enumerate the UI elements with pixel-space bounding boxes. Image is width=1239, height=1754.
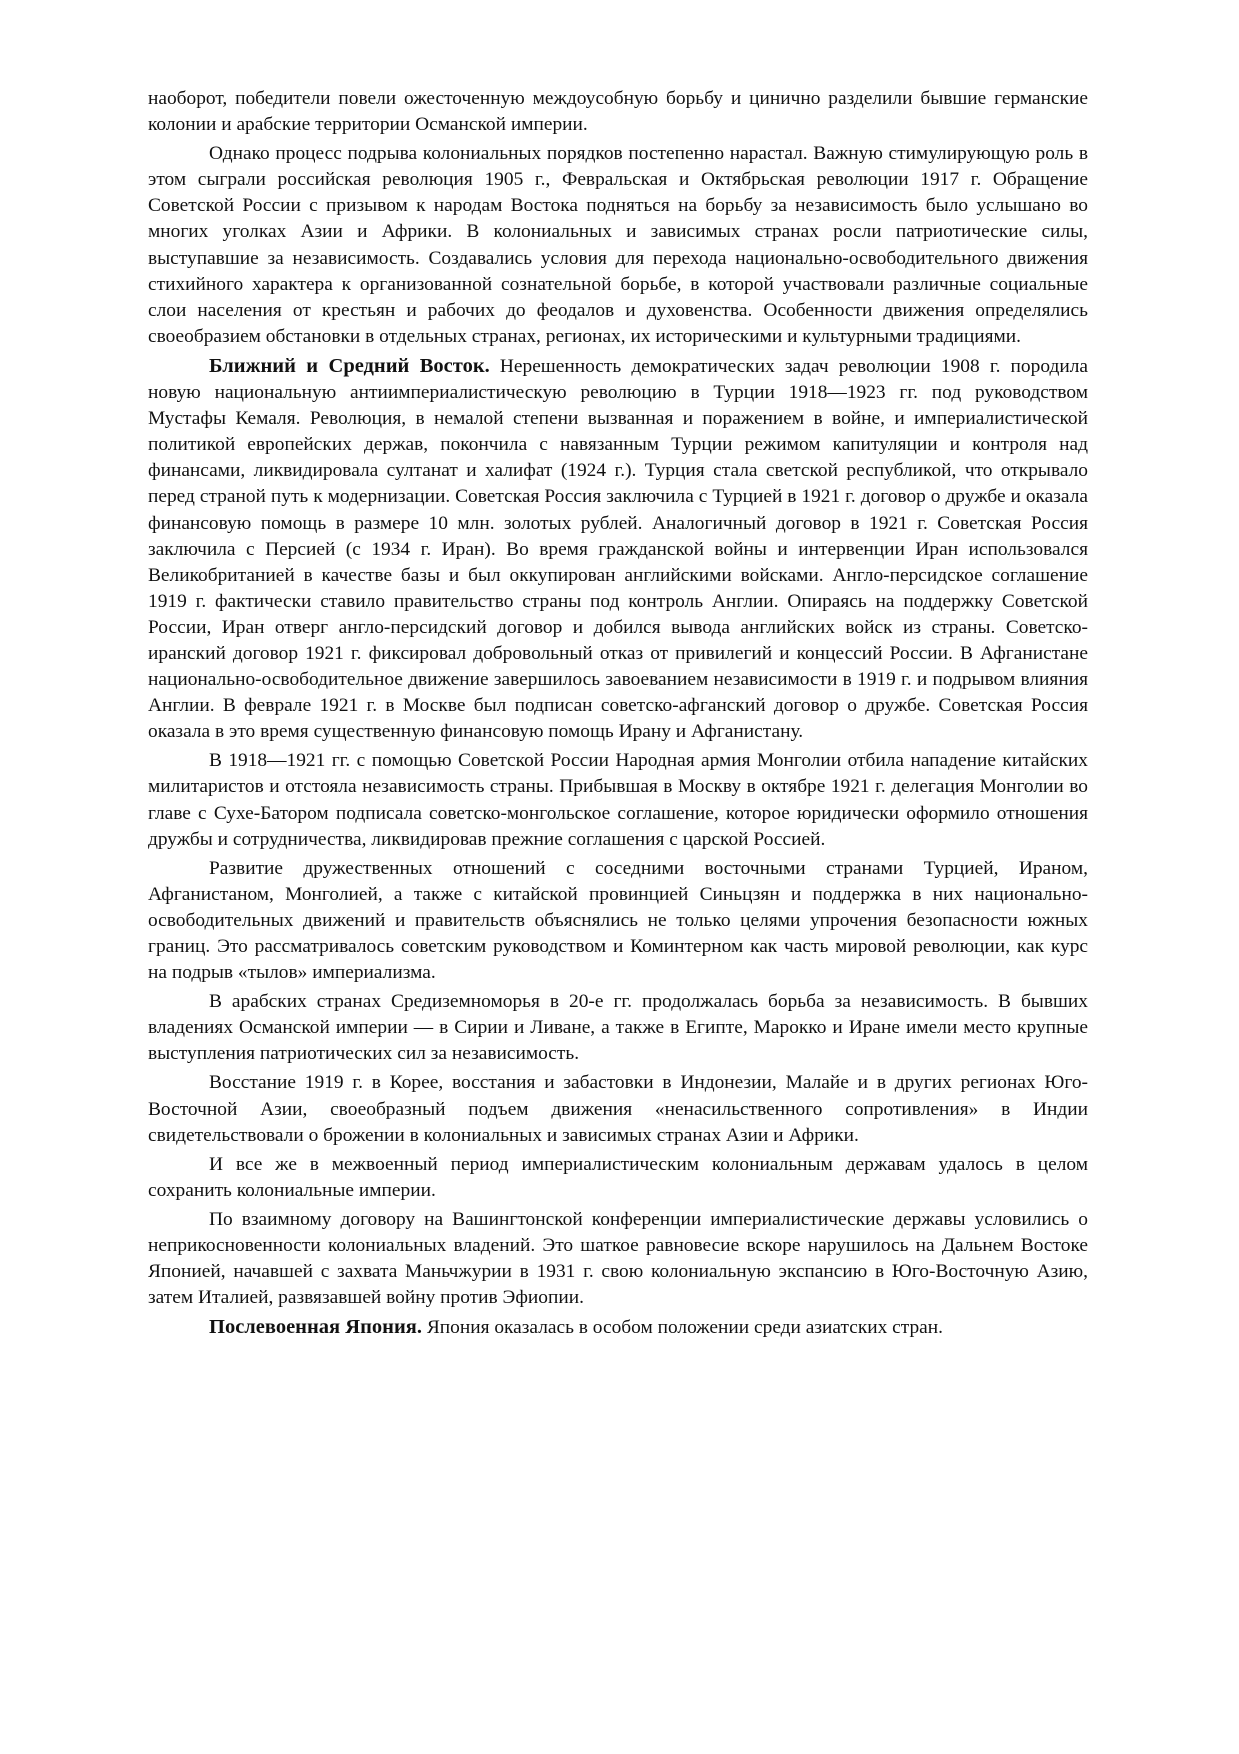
paragraph-8 <box>148 1152 1088 1204</box>
document-page <box>148 86 1088 1344</box>
paragraph-10 <box>148 1314 1088 1341</box>
paragraph-2 <box>148 141 1088 350</box>
paragraph-7-text: Восстание 1919 г. в Корее, восстания и забастовки в Индонезии, Малайе и в других регионах Юго-Восточной Азии, своеобразный подъем движения «ненасильственного сопротивления» в Индии свидетельствовали о брожении в колониальных и зависимых странах Азии и Африки. <box>148 1072 1088 1146</box>
paragraph-4 <box>148 748 1088 852</box>
paragraph-1 <box>148 86 1088 138</box>
paragraph-6 <box>148 989 1088 1067</box>
section-heading-postwar-japan: Послевоенная Япония. <box>209 1316 422 1339</box>
paragraph-10-text: Япония оказалась в особом положении среди азиатских стран. <box>421 1317 944 1339</box>
paragraph-9-text: По взаимному договору на Вашингтонской конференции империалистические державы условились о неприкосновенности колониальных владений. Это шаткое равновесие вскоре нарушилось на Дальнем Востоке Японией, начавшей с захвата Маньчжурии в 1931 г. свою колониальную экспансию в Юго-Восточную Азию, затем Италией, развязавшей войну против Эфиопии. <box>148 1208 1088 1309</box>
paragraph-9 <box>148 1207 1088 1311</box>
paragraph-5-text: Развитие дружественных отношений с соседними восточными странами Турцией, Ираном, Афганистаном, Монголией, а также с китайской провинцией Синьцзян и поддержка в них национально-освободительных движений и правительств объяснялись не только целями упрочения безопасности южных границ. Это рассматривалось советским руководством и Коминтерном как часть мировой революции, как курс на подрыв «тылов» империализма. <box>148 857 1088 984</box>
section-heading-middle-east: Ближний и Средний Восток. <box>209 354 490 377</box>
paragraph-7 <box>148 1070 1088 1148</box>
paragraph-5 <box>148 856 1088 986</box>
paragraph-3 <box>148 353 1088 745</box>
paragraph-3-text: Нерешенность демократических задач революции 1908 г. породила новую национальную антиимпериалистическую революцию в Турции 1918—1923 гг. под руководством Мустафы Кемаля. Революция, в немалой степени вызванная и поражением в войне, и империалистической политикой европейских держав, покончила с навязанным Турции режимом капитуляции и контроля над финансами, ликвидировала султанат и халифат (1924 г.). Турция стала светской республикой, что открывало перед страной путь к модернизации. Советская Россия заключила с Турцией в 1921 г. договор о дружбе и оказала финансовую помощь в размере 10 млн. золотых рублей. Аналогичный договор в 1921 г. Советская Россия заключила с Персией (с 1934 г. Иран). Во время гражданской войны и интервенции Иран использовался Великобританией в качестве базы и был оккупирован английскими войсками. Англо-персидское соглашение 1919 г. фактически ставило правительство страны под контроль Англии. Опираясь на поддержку Советской России, Иран отверг англо-персидский договор и добился вывода английских войск из страны. Советско-иранский договор 1921 г. фиксировал добровольный отказ от привилегий и концессий России. В Афганистане национально-освободительное движение завершилось завоеванием независимости в 1919 г. и подрывом влияния Англии. В феврале 1921 г. в Москве был подписан советско-афганский договор о дружбе. Советская Россия оказала в это время существенную финансовую помощь Ирану и Афганистану. <box>148 355 1088 743</box>
paragraph-6-text: В арабских странах Средиземноморья в 20-е гг. продолжалась борьба за независимость. В бывших владениях Османской империи — в Сирии и Ливане, а также в Египте, Марокко и Иране имели место крупные выступления патриотических сил за независимость. <box>148 991 1088 1065</box>
paragraph-1-text: наоборот, победители повели ожесточенную междоусобную борьбу и цинично разделили бывшие германские колонии и арабские территории Османской империи. <box>148 88 1088 136</box>
paragraph-4-text: В 1918—1921 гг. с помощью Советской России Народная армия Монголии отбила нападение китайских милитаристов и отстояла независимость страны. Прибывшая в Москву в октябре 1921 г. делегация Монголии во главе с Сухе-Батором подписала советско-монгольское соглашение, которое юридически оформило отношения дружбы и сотрудничества, ликвидировав прежние соглашения с царской Россией. <box>148 750 1088 850</box>
paragraph-8-text: И все же в межвоенный период империалистическим колониальным державам удалось в целом сохранить колониальные империи. <box>148 1153 1088 1201</box>
paragraph-2-text: Однако процесс подрыва колониальных порядков постепенно нарастал. Важную стимулирующую роль в этом сыграли российская революция 1905 г., Февральская и Октябрьская революции 1917 г. Обращение Советской России с призывом к народам Востока подняться на борьбу за независимость было услышано во многих уголках Азии и Африки. В колониальных и зависимых странах росли патриотические силы, выступавшие за независимость. Создавались условия для перехода национально-освободительного движения стихийного характера к организованной сознательной борьбе, в которой участвовали различные социальные слои населения от крестьян и рабочих до феодалов и духовенства. Особенности движения определялись своеобразием обстановки в отдельных странах, регионах, их историческими и культурными традициями. <box>148 143 1088 347</box>
